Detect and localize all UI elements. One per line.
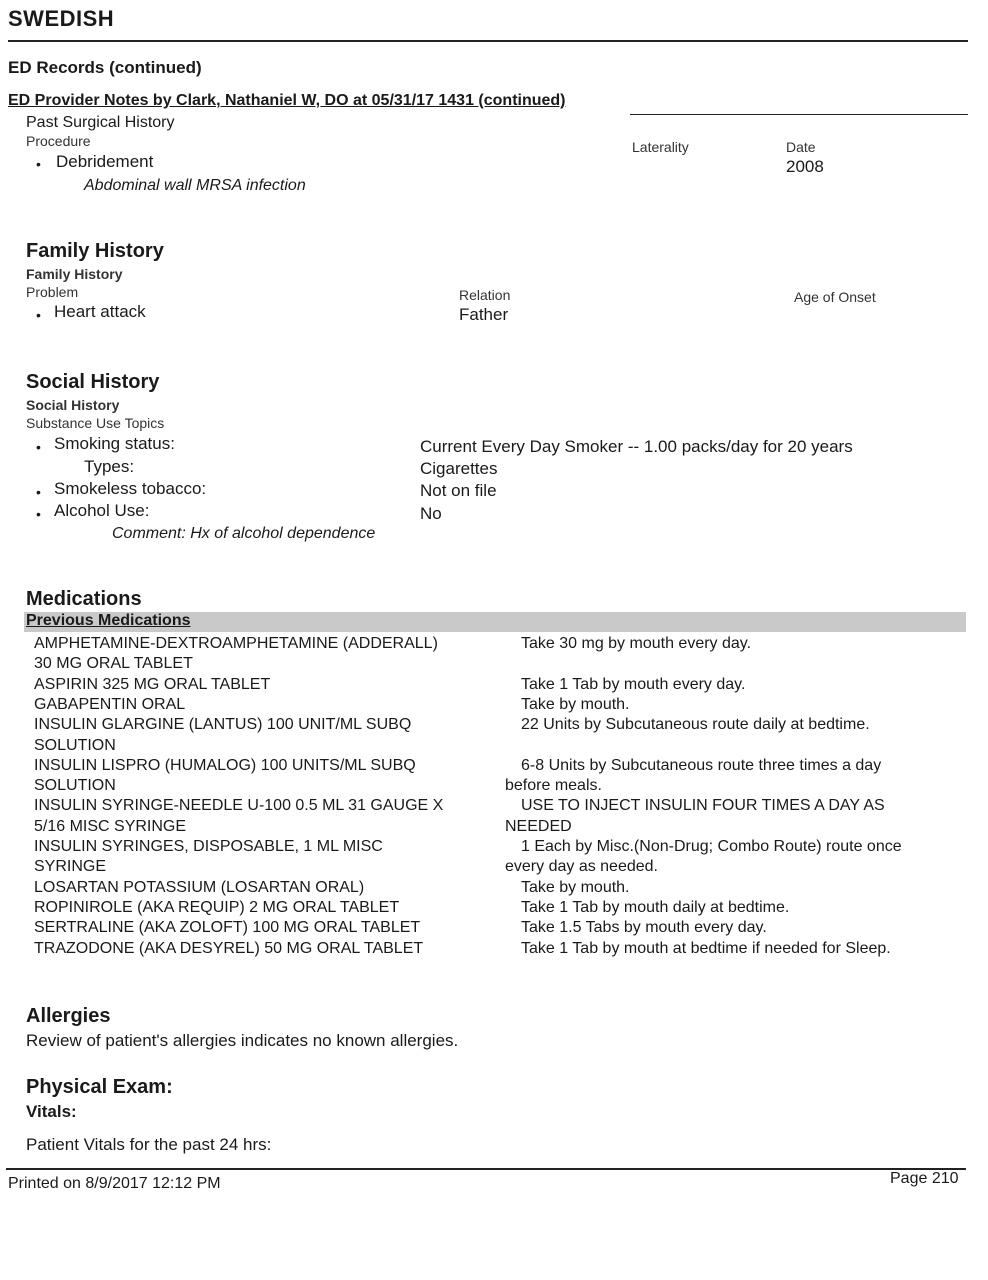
bullet-icon: • <box>36 307 41 323</box>
medication-name-cont: 30 MG ORAL TABLET <box>34 655 193 673</box>
medication-name: ASPIRIN 325 MG ORAL TABLET <box>34 675 271 693</box>
medication-name-cont: SOLUTION <box>34 736 116 754</box>
medication-name: SERTRALINE (AKA ZOLOFT) 100 MG ORAL TABLET <box>34 919 421 937</box>
relation-column-label: Relation <box>459 287 511 303</box>
family-history-subheading: Family History <box>26 266 123 282</box>
alcohol-value: No <box>420 504 442 523</box>
medication-name: AMPHETAMINE-DEXTROAMPHETAMINE (ADDERALL) <box>34 635 438 652</box>
footer-divider <box>6 1168 966 1170</box>
smokeless-label: Smokeless tobacco: <box>54 479 207 498</box>
medication-name: ROPINIROLE (AKA REQUIP) 2 MG ORAL TABLET <box>34 898 400 916</box>
procedure-column-label: Procedure <box>26 133 91 149</box>
brand-title: SWEDISH <box>8 6 115 31</box>
medication-sig-cont: NEEDED <box>505 817 572 835</box>
note-title: ED Provider Notes by Clark, Nathaniel W, DO at 05/31/17 1431 (continued) <box>8 92 566 109</box>
surgical-history-title: Past Surgical History <box>26 114 175 131</box>
medication-sig: Take by mouth. <box>521 695 630 713</box>
medication-name: INSULIN SYRINGE-NEEDLE U-100 0.5 ML 31 GAUGE X <box>34 797 444 815</box>
previous-medications-bar <box>24 612 966 632</box>
substance-use-label: Substance Use Topics <box>26 415 165 431</box>
bullet-icon: • <box>36 156 41 172</box>
medication-sig-cont: every day as needed. <box>505 858 658 876</box>
allergies-text: Review of patient's allergies indicates no known allergies. <box>26 1031 459 1050</box>
vitals-text: Patient Vitals for the past 24 hrs: <box>26 1135 272 1154</box>
procedure-date: 2008 <box>786 157 824 176</box>
section-title: ED Records (continued) <box>8 58 202 77</box>
page-number: Page 210 <box>890 1170 959 1187</box>
previous-medications-label: Previous Medications <box>26 612 191 629</box>
laterality-column-label: Laterality <box>632 139 689 155</box>
allergies-heading: Allergies <box>26 1005 111 1027</box>
procedure-item: Debridement <box>56 152 154 171</box>
bullet-icon: • <box>36 484 41 500</box>
physical-exam-heading: Physical Exam: <box>26 1076 173 1098</box>
medication-sig: 1 Each by Misc.(Non-Drug; Combo Route) route once <box>521 838 902 855</box>
medication-sig: USE TO INJECT INSULIN FOUR TIMES A DAY AS <box>521 797 885 815</box>
medication-sig: Take 1 Tab by mouth at bedtime if needed for Sleep. <box>521 939 891 957</box>
medication-name-cont: SOLUTION <box>34 777 116 795</box>
medication-sig: Take 1 Tab by mouth daily at bedtime. <box>521 898 790 916</box>
family-relation-value: Father <box>459 305 509 324</box>
medication-sig-cont: before meals. <box>505 777 602 795</box>
family-history-heading: Family History <box>26 240 164 262</box>
note-title-divider <box>630 114 968 115</box>
medication-sig: Take 1 Tab by mouth every day. <box>521 675 746 693</box>
medication-name: LOSARTAN POTASSIUM (LOSARTAN ORAL) <box>34 878 365 896</box>
types-value: Cigarettes <box>420 459 498 478</box>
header-divider <box>8 40 968 42</box>
problem-column-label: Problem <box>26 284 79 300</box>
types-label: Types: <box>84 457 135 476</box>
medication-name: GABAPENTIN ORAL <box>34 695 186 713</box>
medication-sig: Take by mouth. <box>521 878 630 896</box>
medication-sig: 6-8 Units by Subcutaneous route three times a day <box>521 756 882 774</box>
bullet-icon: • <box>36 506 41 522</box>
medication-sig: Take 30 mg by mouth every day. <box>521 635 752 652</box>
date-column-label: Date <box>786 139 816 155</box>
social-history-subheading: Social History <box>26 397 120 413</box>
vitals-label: Vitals: <box>26 1102 77 1121</box>
smokeless-value: Not on file <box>420 481 497 500</box>
printed-on: Printed on 8/9/2017 12:12 PM <box>8 1175 221 1192</box>
medication-name: INSULIN LISPRO (HUMALOG) 100 UNITS/ML SUBQ <box>34 756 416 774</box>
procedure-comment: Abdominal wall MRSA infection <box>84 177 306 194</box>
medication-name-cont: SYRINGE <box>34 858 107 876</box>
medication-name: TRAZODONE (AKA DESYREL) 50 MG ORAL TABLET <box>34 939 424 957</box>
alcohol-comment: Comment: Hx of alcohol dependence <box>112 525 376 542</box>
family-problem-item: Heart attack <box>54 302 146 321</box>
medication-name: INSULIN SYRINGES, DISPOSABLE, 1 ML MISC <box>34 838 383 855</box>
smoking-status-label: Smoking status: <box>54 434 175 453</box>
medication-sig: 22 Units by Subcutaneous route daily at bedtime. <box>521 716 870 734</box>
medication-name-cont: 5/16 MISC SYRINGE <box>34 817 187 835</box>
bullet-icon: • <box>36 439 41 455</box>
medications-heading: Medications <box>26 588 142 610</box>
smoking-status-value: Current Every Day Smoker -- 1.00 packs/day for 20 years <box>420 437 853 456</box>
alcohol-label: Alcohol Use: <box>54 501 150 520</box>
social-history-heading: Social History <box>26 371 160 393</box>
onset-column-label: Age of Onset <box>794 289 876 305</box>
medication-name: INSULIN GLARGINE (LANTUS) 100 UNIT/ML SUBQ <box>34 716 412 734</box>
medication-sig: Take 1.5 Tabs by mouth every day. <box>521 919 767 937</box>
